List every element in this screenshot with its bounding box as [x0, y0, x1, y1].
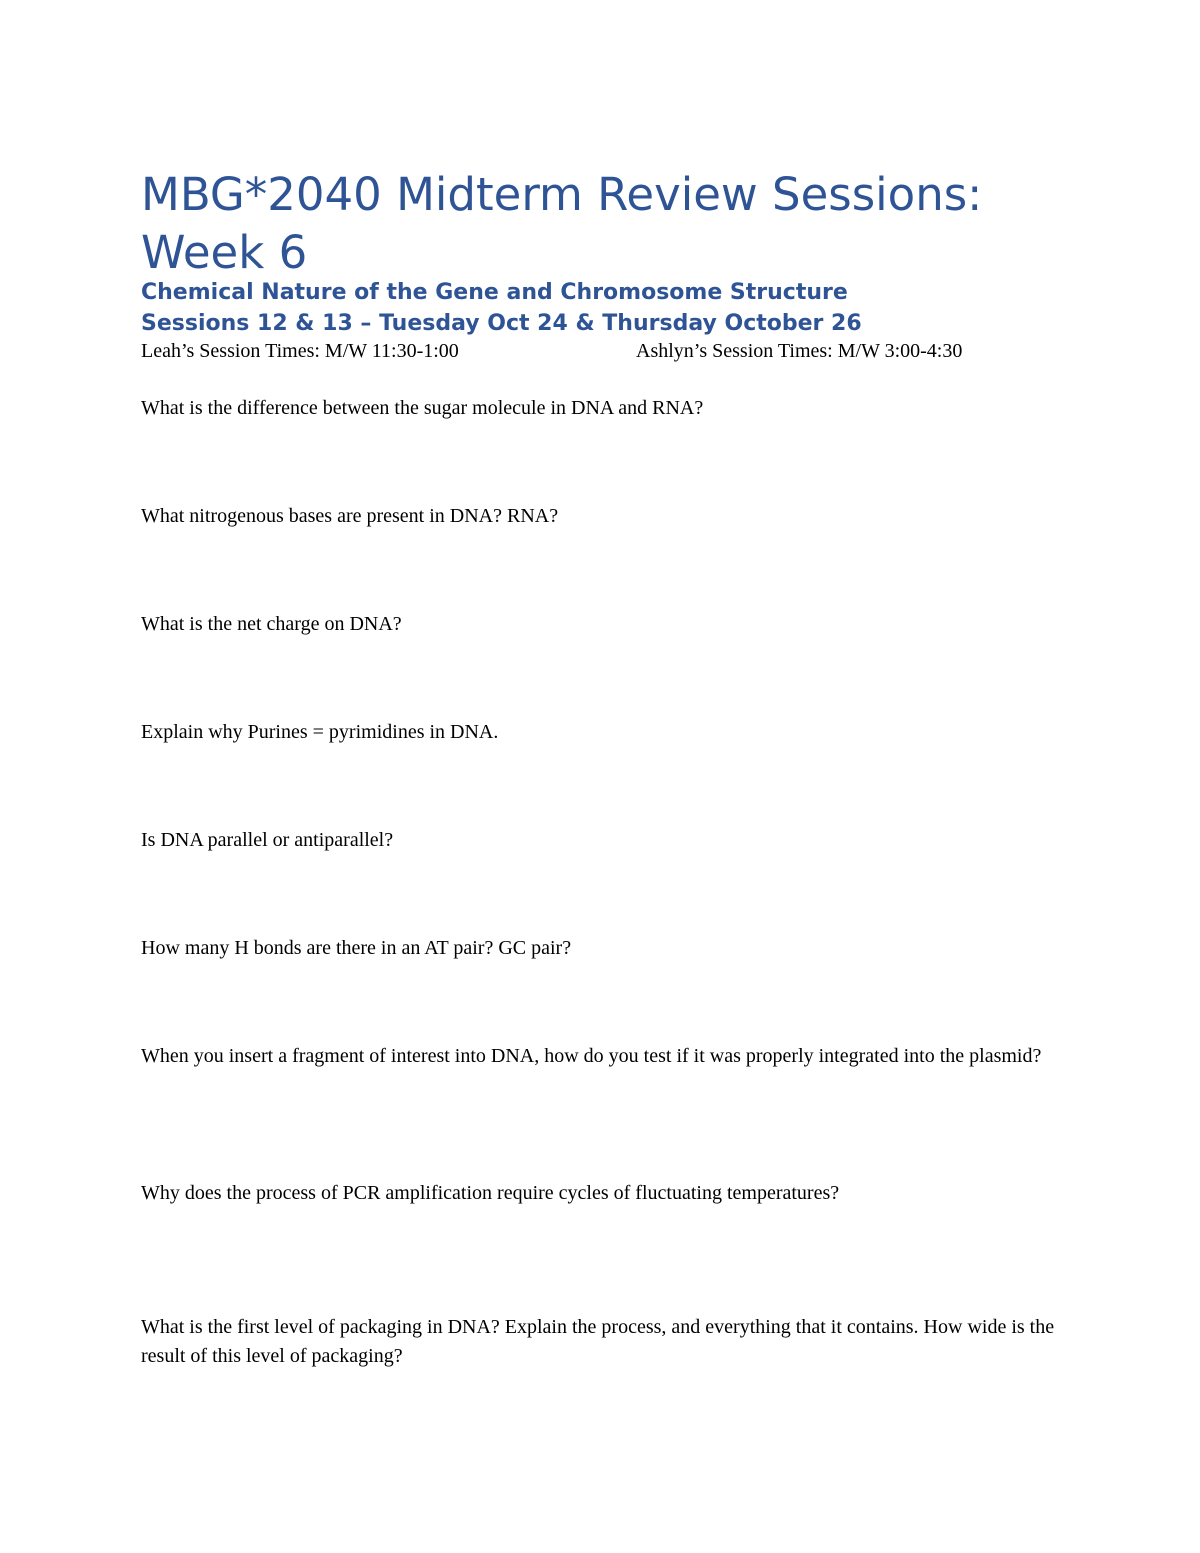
sessions-subtitle: Sessions 12 & 13 – Tuesday Oct 24 & Thursday October 26 [141, 311, 862, 336]
question-3: What is the net charge on DNA? [141, 613, 402, 635]
question-1: What is the difference between the sugar molecule in DNA and RNA? [141, 397, 704, 419]
leah-session-times: Leah’s Session Times: M/W 11:30-1:00 [141, 340, 459, 362]
question-6: How many H bonds are there in an AT pair? GC pair? [141, 937, 572, 959]
question-5: Is DNA parallel or antiparallel? [141, 829, 394, 851]
question-2: What nitrogenous bases are present in DNA? RNA? [141, 505, 559, 527]
question-4: Explain why Purines = pyrimidines in DNA. [141, 721, 499, 743]
ashlyn-session-times: Ashlyn’s Session Times: M/W 3:00-4:30 [636, 340, 963, 362]
question-8: Why does the process of PCR amplification require cycles of fluctuating temperatures? [141, 1182, 840, 1204]
question-9: What is the first level of packaging in DNA? Explain the process, and everything that it contains. How wide is the result of this level of packaging? [141, 1316, 1055, 1367]
document-title: MBG*2040 Midterm Review Sessions: Week 6 [141, 168, 983, 279]
question-7: When you insert a fragment of interest into DNA, how do you test if it was properly integrated into the plasmid? [141, 1045, 1042, 1067]
topic-subtitle: Chemical Nature of the Gene and Chromosome Structure [141, 280, 848, 305]
